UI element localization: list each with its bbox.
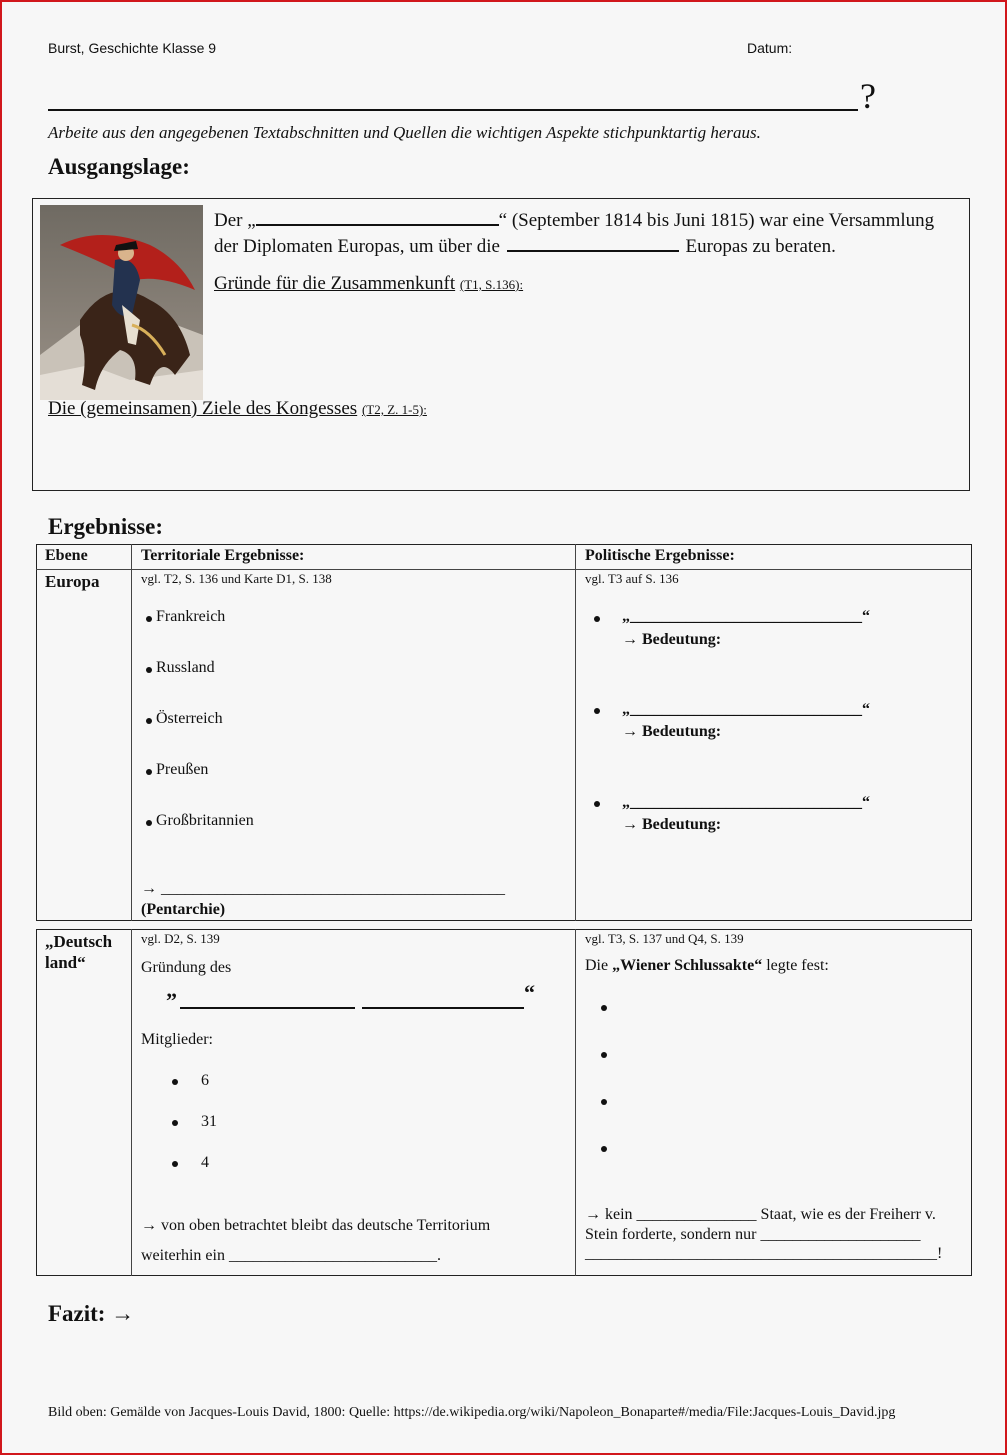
mitglieder-label: Mitglieder: [141,1031,213,1048]
deutschland-pol-ref: vgl. T3, S. 137 und Q4, S. 139 [585,931,744,946]
kein-staat-line-3: ____________________________________________! [585,1245,943,1262]
bullet [172,1161,178,1167]
gruendung-label: Gründung des [141,959,232,976]
bullet [601,1005,607,1011]
title-question-mark: ? [860,76,876,116]
bullet [601,1099,607,1105]
intro-text-b: “ (September 1814 bis Juni 1815) war eine Versammlung [498,210,935,231]
schlussakte-text-a: Die [585,957,613,974]
ziele-ref: (T2, Z. 1-5): [361,402,427,417]
member-count-1: 6 [201,1072,209,1089]
bullet [594,801,600,807]
europa-pol-ref: vgl. T3 auf S. 136 [585,571,679,586]
bund-blank-2 [362,1007,524,1009]
europa-terr-ref: vgl. T2, S. 136 und Karte D1, S. 138 [141,571,332,586]
pentarchie-blank-line: → ___________________________________________ [141,880,505,897]
header-politisch: Politische Ergebnisse: [585,547,735,564]
ausgangslage-heading: Ausgangslage: [48,154,190,179]
member-count-3: 4 [201,1154,209,1171]
row-label-deutschland-2: land“ [45,953,86,972]
row-label-europa: Europa [45,572,100,591]
schlussakte-line [585,957,829,975]
quote-close: “ [524,980,535,1005]
gruende-label [214,273,523,295]
pentarchie-label: (Pentarchie) [141,901,226,918]
kein-staat-line-1: → kein _______________ Staat, wie es der Freiherr v. [585,1206,936,1223]
bullet [146,718,152,724]
country-grossbritannien: Großbritannien [156,812,254,829]
territorium-result-1: → von oben betrachtet bleibt das deutsche Territorium [141,1217,491,1234]
header-ebene: Ebene [45,547,88,564]
intro-line-2 [214,234,836,258]
col-divider-1 [131,929,132,1276]
bullet [146,667,152,673]
header-territorial: Territoriale Ergebnisse: [141,547,305,564]
country-frankreich: Frankreich [156,608,226,625]
pol-item-2: „_____________________________“ [622,701,870,718]
col-divider-1 [131,544,132,921]
bullet [172,1079,178,1085]
ziele-text: Die (gemeinsamen) Ziele des Kongesses [48,398,358,419]
bedeutung-3: → Bedeutung: [622,816,722,833]
fazit-heading: Fazit: → [48,1301,135,1326]
blank-neuordnung [507,234,679,252]
bedeutung-1: → Bedeutung: [622,631,722,648]
col-divider-2 [575,544,576,921]
country-russland: Russland [156,659,215,676]
bullet [146,616,152,622]
blank-kongress-name [256,208,499,226]
country-oesterreich: Österreich [156,710,223,727]
bullet [146,769,152,775]
gruende-text: Gründe für die Zusammenkunft [214,273,456,294]
author-class: Burst, Geschichte Klasse 9 [48,40,217,56]
image-source-footer: Bild oben: Gemälde von Jacques-Louis David, 1800: Quelle: https://de.wikipedia.org/wiki/Napoleon_Bonaparte#/media/File:Jacques-Louis_David.jpg [48,1405,896,1420]
date-label: Datum: [747,40,793,56]
schlussakte-name: „Wiener Schlussakte“ [612,957,763,974]
ziele-label [48,398,427,420]
schlussakte-text-c: legte fest: [762,957,829,974]
intro-text-a: Der „ [214,210,256,231]
ergebnisse-table-europa [36,544,972,921]
instruction: Arbeite aus den angegebenen Textabschnitten und Quellen die wichtigen Aspekte stichpunktartig heraus. [48,123,761,142]
country-preussen: Preußen [156,761,209,778]
ergebnisse-heading: Ergebnisse: [48,514,163,539]
deutschland-terr-ref: vgl. D2, S. 139 [141,931,220,946]
bullet [601,1052,607,1058]
gruende-ref: (T1, S.136): [459,277,524,292]
territorium-result-2: weiterhin ein __________________________. [141,1247,441,1264]
bullet [146,820,152,826]
member-count-2: 31 [201,1113,217,1130]
bund-blank-1 [180,1007,355,1009]
bedeutung-2: → Bedeutung: [622,723,722,740]
napoleon-painting-image [40,205,203,400]
intro-line-1 [214,208,934,232]
pol-item-1: „_____________________________“ [622,608,870,625]
quote-open: ” [166,988,177,1013]
kein-staat-line-2: Stein forderte, sondern nur ____________________ [585,1226,921,1243]
bullet [172,1120,178,1126]
title-blank-line [48,109,858,111]
pol-item-3: „_____________________________“ [622,794,870,811]
intro-text-d: Europas zu beraten. [685,236,836,257]
bullet [594,708,600,714]
row-label-deutschland-1: „Deutsch [45,932,113,951]
bullet [594,616,600,622]
bullet [601,1146,607,1152]
table-header-divider [36,569,972,570]
intro-text-c: der Diplomaten Europas, um über die [214,236,500,257]
col-divider-2 [575,929,576,1276]
